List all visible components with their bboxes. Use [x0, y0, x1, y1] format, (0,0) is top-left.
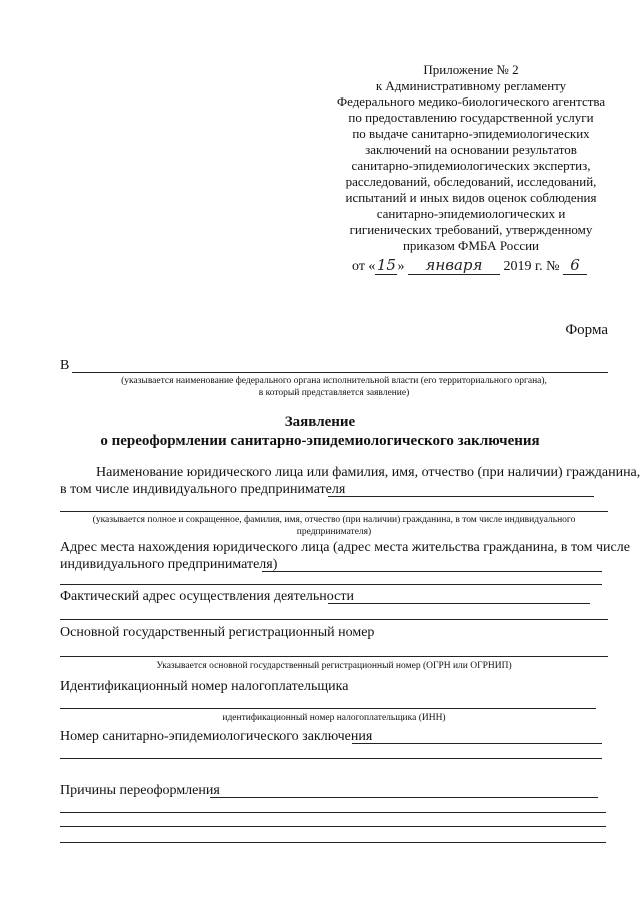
reasons-label: Причины переоформления	[60, 783, 220, 798]
inn-field-line[interactable]	[60, 708, 596, 709]
applicant-name-label: Наименование юридического лица или фамилия, имя, отчество (при наличии) гражданина,	[96, 465, 640, 480]
actual-address-field-line[interactable]	[328, 603, 590, 604]
inn-label: Идентификационный номер налогоплательщика	[60, 679, 349, 694]
ogrn-label: Основной государственный регистрационный номер	[60, 625, 375, 640]
appendix-line: Приложение № 2	[423, 62, 519, 77]
document-title: Заявление	[284, 414, 356, 430]
appendix-line: гигиенических требований, утвержденному	[349, 222, 593, 237]
inn-hint: идентификационный номер налогоплательщика (ИНН)	[222, 713, 446, 723]
form-label: Форма	[565, 322, 608, 338]
applicant-name-hint	[60, 514, 608, 538]
applicant-name-label-cont: в том числе индивидуального предпринимателя	[60, 482, 346, 497]
document-subtitle: о переоформлении санитарно-эпидемиологического заключения	[100, 433, 540, 449]
appendix-line: приказом ФМБА России	[402, 238, 540, 253]
appendix-line: по предоставлению государственной услуги	[348, 110, 594, 125]
order-number-handwritten: 6	[563, 256, 587, 275]
appendix-line: санитарно-эпидемиологических и	[376, 206, 566, 221]
applicant-name-hint-line: (указывается полное и сокращенное, фамилия, имя, отчество (при наличии) гражданина, в том числе индивидуального	[92, 515, 576, 525]
legal-address-field-line-2[interactable]	[60, 584, 602, 585]
legal-address-label: Адрес места нахождения юридического лица (адрес места жительства гражданина, в том числе	[60, 540, 630, 555]
reasons-field-line-3[interactable]	[60, 826, 606, 827]
appendix-header	[326, 62, 616, 254]
addressee-hint-line: (указывается наименование федерального органа исполнительной власти (его территориального органа),	[121, 376, 547, 386]
appendix-line: заключений на основании результатов	[365, 142, 577, 157]
reasons-field-line[interactable]	[210, 797, 598, 798]
appendix-line: к Административному регламенту	[375, 78, 567, 93]
actual-address-label: Фактический адрес осуществления деятельности	[60, 589, 354, 604]
legal-address-field-line[interactable]	[262, 571, 602, 572]
date-prefix: от «	[352, 259, 376, 274]
date-mid: »	[397, 259, 405, 274]
conclusion-number-field-line-2[interactable]	[60, 758, 602, 759]
addressee-hint	[60, 375, 608, 399]
actual-address-field-line-2[interactable]	[60, 619, 608, 620]
ogrn-field-line[interactable]	[60, 656, 608, 657]
reasons-field-line-4[interactable]	[60, 842, 606, 843]
order-date-line	[352, 256, 612, 275]
conclusion-number-field-line[interactable]	[352, 743, 602, 744]
date-year: 2019 г. №	[503, 259, 560, 274]
legal-address-label-cont: индивидуального предпринимателя)	[60, 557, 278, 572]
addressee-field-line[interactable]	[72, 372, 608, 373]
appendix-line: по выдаче санитарно-эпидемиологических	[352, 126, 590, 141]
reasons-field-line-2[interactable]	[60, 812, 606, 813]
appendix-line: Федерального медико-биологического агентства	[336, 94, 606, 109]
date-month-handwritten: января	[408, 256, 500, 275]
appendix-line: расследований, обследований, исследований,	[345, 174, 597, 189]
conclusion-number-label: Номер санитарно-эпидемиологического заключения	[60, 729, 373, 744]
applicant-name-field-line[interactable]	[328, 496, 594, 497]
ogrn-hint: Указывается основной государственный регистрационный номер (ОГРН или ОГРНИП)	[156, 661, 512, 671]
addressee-prefix: В	[60, 358, 70, 373]
applicant-name-field-line-2[interactable]	[60, 511, 608, 512]
date-day-handwritten: 15	[376, 256, 396, 274]
appendix-line: испытаний и иных видов оценок соблюдения	[345, 190, 597, 205]
applicant-name-hint-line: предпринимателя)	[296, 527, 372, 537]
addressee-hint-line: в который представляется заявление)	[258, 388, 410, 398]
appendix-line: санитарно-эпидемиологических экспертиз,	[351, 158, 591, 173]
